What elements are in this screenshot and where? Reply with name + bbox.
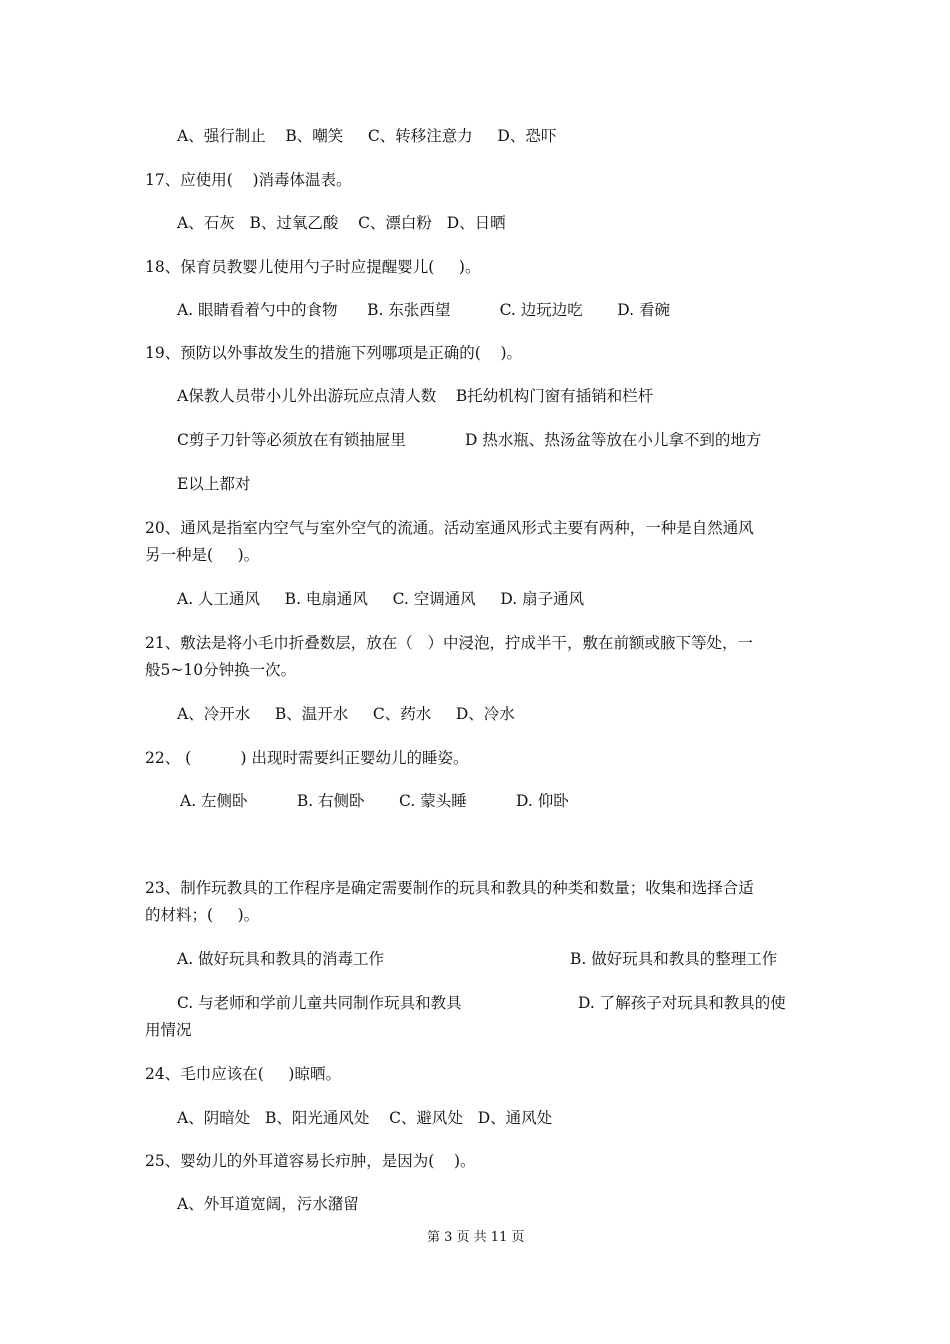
question-options-18: A. 眼睛看着勺中的食物 B. 东张西望 C. 边玩边吃 D. 看碗 xyxy=(177,301,671,319)
question-options-23-d: D. 了解孩子对玩具和教具的使 xyxy=(578,994,786,1012)
question-22: 22、 ( ) 出现时需要纠正婴幼儿的睡姿。 xyxy=(145,749,469,767)
question-options-23-a: A. 做好玩具和教具的消毒工作 xyxy=(177,950,385,968)
question-options-25-a: A、外耳道宽阔，污水潴留 xyxy=(177,1195,359,1213)
question-options-20: A. 人工通风 B. 电扇通风 C. 空调通风 D. 扇子通风 xyxy=(177,590,585,608)
question-options-23-d-cont: 用情况 xyxy=(145,1021,192,1039)
question-25: 25、婴幼儿的外耳道容易长疖肿，是因为( )。 xyxy=(145,1152,476,1170)
question-options-19-e: E以上都对 xyxy=(177,475,251,493)
question-options-19-ab: A保教人员带小儿外出游玩应点清人数 B托幼机构门窗有插销和栏杆 xyxy=(177,387,654,405)
question-24: 24、毛巾应该在( )晾晒。 xyxy=(145,1065,341,1083)
question-options-23-b: B. 做好玩具和教具的整理工作 xyxy=(570,950,778,968)
page-footer: 第 3 页 共 11 页 xyxy=(427,1230,525,1245)
question-23-line1: 23、制作玩教具的工作程序是确定需要制作的玩具和教具的种类和数量；收集和选择合适 xyxy=(145,879,754,897)
question-18: 18、保育员教婴儿使用勺子时应提醒婴儿( )。 xyxy=(145,258,481,276)
question-21-line1: 21、敷法是将小毛巾折叠数层，放在（ ）中浸泡，拧成半干，敷在前额或腋下等处，一 xyxy=(145,634,754,652)
question-options-23-c: C. 与老师和学前儿童共同制作玩具和教具 xyxy=(177,994,462,1012)
question-19: 19、预防以外事故发生的措施下列哪项是正确的( )。 xyxy=(145,344,523,362)
question-options-22: A. 左侧卧 B. 右侧卧 C. 蒙头睡 D. 仰卧 xyxy=(180,792,569,810)
question-options-21: A、冷开水 B、温开水 C、药水 D、冷水 xyxy=(177,705,515,723)
question-23-line2: 的材料；( )。 xyxy=(145,906,260,924)
question-17: 17、应使用( )消毒体温表。 xyxy=(145,171,352,189)
question-21-line2: 般5~10分钟换一次。 xyxy=(145,661,297,679)
question-options-16: A、强行制止 B、嘲笑 C、转移注意力 D、恐吓 xyxy=(177,127,557,145)
question-options-19-cd: C剪子刀针等必须放在有锁抽屉里 D 热水瓶、热汤盆等放在小儿拿不到的地方 xyxy=(177,431,762,449)
question-options-24: A、阴暗处 B、阳光通风处 C、避风处 D、通风处 xyxy=(177,1109,553,1127)
question-20-line2: 另一种是( )。 xyxy=(145,546,260,564)
question-20-line1: 20、通风是指室内空气与室外空气的流通。活动室通风形式主要有两种，一种是自然通风 xyxy=(145,519,754,537)
question-options-17: A、石灰 B、过氧乙酸 C、漂白粉 D、日晒 xyxy=(177,214,506,232)
